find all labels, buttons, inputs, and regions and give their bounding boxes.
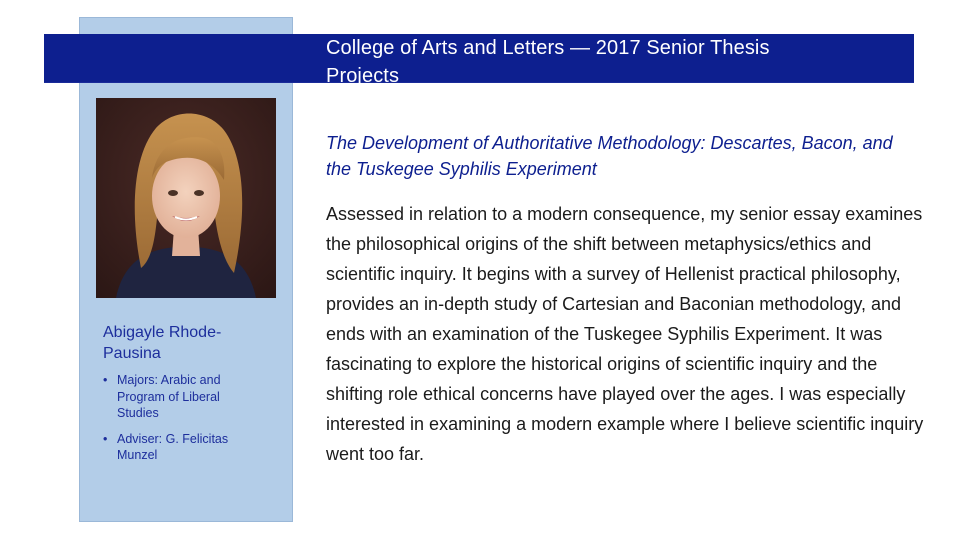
page-title: College of Arts and Letters — 2017 Senior Thesis Projects (326, 37, 770, 87)
student-photo (96, 98, 276, 298)
student-details-list (103, 372, 263, 473)
student-name: Abigayle Rhode-Pausina (103, 324, 222, 362)
bullet-icon: • (103, 373, 108, 387)
list-item (103, 372, 263, 422)
majors-text: Majors: Arabic and Program of Liberal Studies (117, 373, 221, 420)
thesis-title: The Development of Authoritative Methodology: Descartes, Bacon, and the Tuskegee Syphilis Experiment (326, 133, 893, 179)
thesis-abstract: Assessed in relation to a modern consequence, my senior essay examines the philosophical origins of the shift between metaphysics/ethics and scientific inquiry. It begins with a survey of Hellenist practical philosophy, provides an in-depth study of Cartesian and Baconian methodology, and ends with an examination of the Tuskegee Syphilis Experiment. It was fascinating to explore the historical origins of scientific inquiry and the shifting role ethical concerns have played over the ages. I was especially interested in examining a modern example where I believe scientific inquiry went too far. (326, 204, 924, 464)
adviser-text: Adviser: G. Felicitas Munzel (117, 431, 229, 462)
list-item (103, 431, 263, 464)
bullet-icon: • (103, 431, 108, 446)
portrait-image (96, 98, 276, 298)
